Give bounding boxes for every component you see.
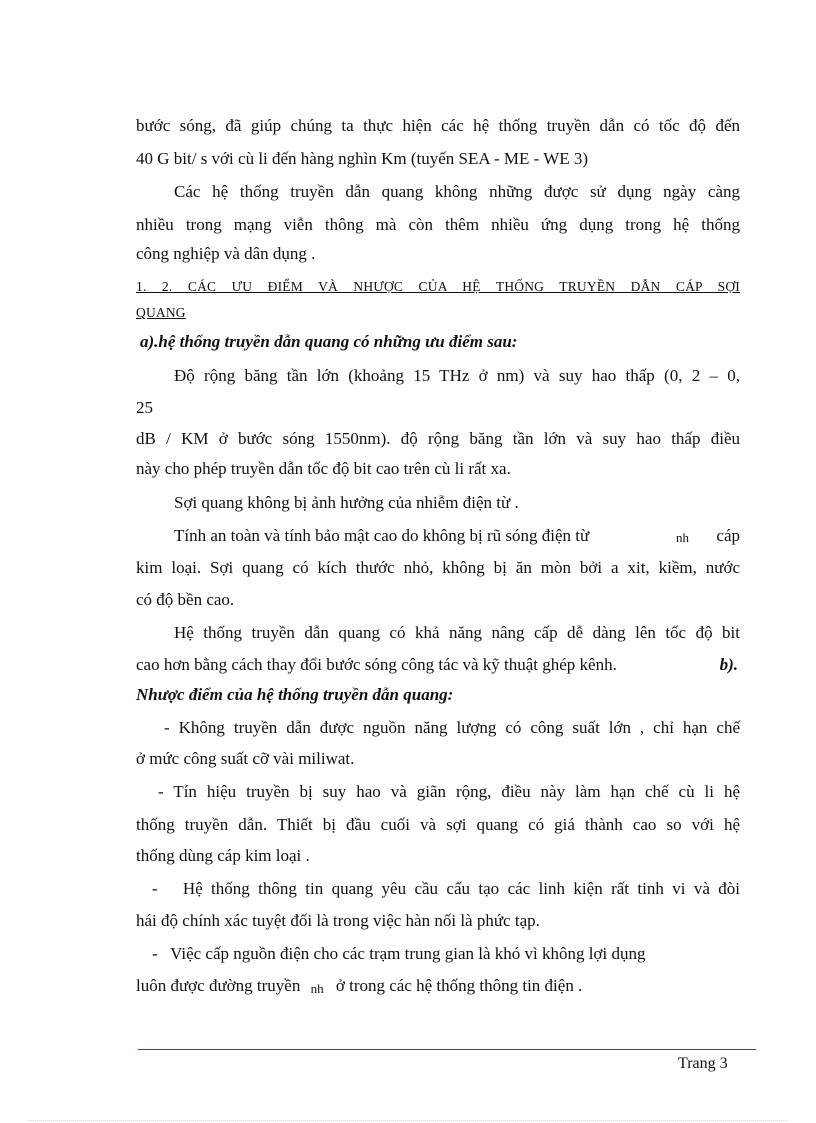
page-edge-divider [28,1120,788,1121]
line-text: Tính an toàn và tính bảo mật cao do không bị rũ sóng điện từ [174,526,590,545]
paragraph-line: bước sóng, đã giúp chúng ta thực hiện các hệ thống truyền dẫn có tốc độ đến [136,116,740,135]
paragraph-line: có độ bền cao. [136,590,235,609]
stray-fragment: nh [310,981,324,996]
paragraph-line: 40 G bit/ s với cù li đến hàng nghìn Km (tuyến SEA - ME - WE 3) [136,149,589,168]
stray-fragment: nh [676,530,689,545]
line-text: cao hơn bằng cách thay đổi bước sóng công tác và kỹ thuật ghép kênh. [136,655,617,674]
paragraph-line [136,975,740,998]
line-text: cáp [716,526,740,545]
paragraph-line: - Hệ thống thông tin quang yêu cầu cấu tạo các linh kiện rất tinh vi và đòi [152,879,740,898]
paragraph-line: ở mức công suất cỡ vài miliwat. [136,749,355,768]
paragraph-line: Hệ thống truyền dẫn quang có khả năng nâng cấp dễ dàng lên tốc độ bit [174,623,740,642]
section-heading: 1. 2. CÁC ƯU ĐIỂM VÀ NHƯỢC CỦA HỆ THỐNG TRUYỀN DẪN CÁP SỢI [136,279,740,294]
paragraph-line: kim loại. Sợi quang có kích thước nhỏ, không bị ăn mòn bởi a xit, kiềm, nước [136,558,740,577]
subheading-disadvantages: Nhược điểm của hệ thống truyền dẫn quang: [136,685,454,704]
paragraph-line: Sợi quang không bị ảnh hưởng của nhiễm điện từ . [174,493,519,512]
section-heading-cont: QUANG [136,305,186,320]
paragraph-line [174,525,740,547]
paragraph-line [136,654,740,676]
paragraph-line: - Việc cấp nguồn điện cho các trạm trung gian là khó vì không lợi dụng [152,944,646,963]
footer-divider [138,1049,756,1050]
paragraph-line: Các hệ thống truyền dẫn quang không những được sử dụng ngày càng [174,182,740,201]
paragraph-line: thống dùng cáp kim loại . [136,846,310,865]
paragraph-line: Độ rộng băng tần lớn (khoảng 15 THz ở nm) và suy hao thấp (0, 2 – 0, [174,366,740,385]
subheading-marker: b). [719,655,738,674]
line-text: luôn được đường truyền [136,976,301,995]
paragraph-line: nhiều trong mạng viễn thông mà còn thêm nhiều ứng dụng trong hệ thống [136,215,740,234]
paragraph-line: hái độ chính xác tuyệt đối là trong việc hàn nối là phức tạp. [136,911,540,930]
paragraph-line: dB / KM ở bước sóng 1550nm). độ rộng băng tần lớn và suy hao thấp điều [136,429,740,448]
paragraph-line: - Tín hiệu truyền bị suy hao và giãn rộng, điều này làm hạn chế cù li hệ [158,782,740,801]
page-number: Trang 3 [678,1055,728,1072]
paragraph-line: - Không truyền dẫn được nguồn năng lượng có công suất lớn , chỉ hạn chế [164,718,740,737]
paragraph-line: công nghiệp và dân dụng . [136,244,316,263]
paragraph-line: 25 [136,398,153,417]
line-text: ở trong các hệ thống thông tin điện . [335,976,583,995]
subheading-advantages: a).hệ thống truyền dẫn quang có những ưu điểm sau: [140,332,518,351]
paragraph-line: thống truyền dẫn. Thiết bị đầu cuối và sợi quang có giá thành cao so với hệ [136,815,740,834]
paragraph-line: này cho phép truyền dẫn tốc độ bit cao trên cù li rất xa. [136,459,511,478]
